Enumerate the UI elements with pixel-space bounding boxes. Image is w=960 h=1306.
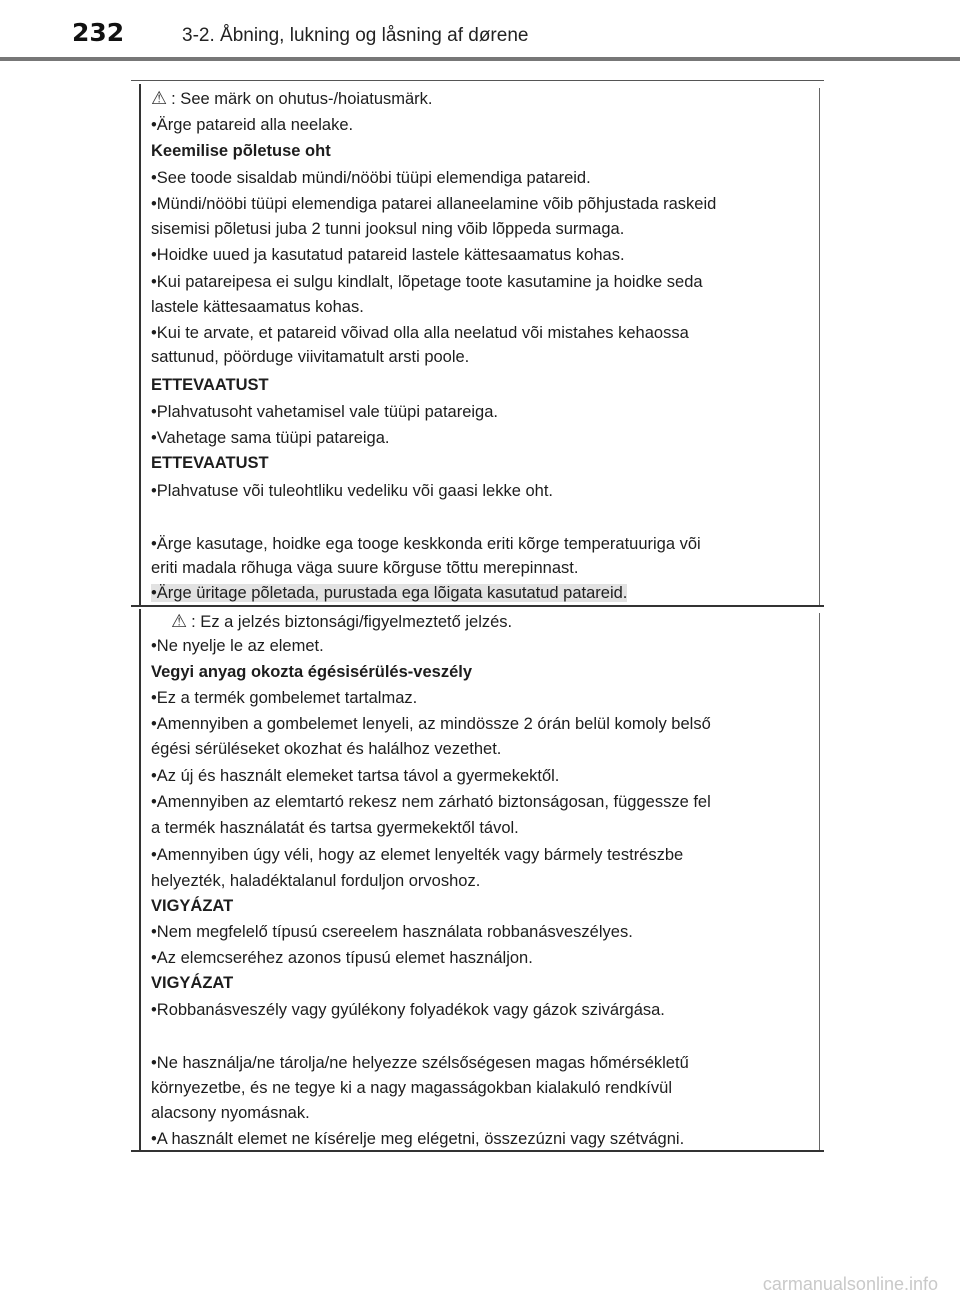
panel-right-border: [819, 613, 820, 1152]
bullet-item: •Ez a termék gombelemet tartalmaz.: [151, 689, 418, 707]
bullet-continuation: környezetbe, és ne tegye ki a nagy magasságokban kialakuló rendkívül: [151, 1079, 672, 1097]
bullet-item: •Vahetage sama tüüpi patareiga.: [151, 429, 390, 447]
warning-symbol-line: ⚠ : See märk on ohutus-/hoiatusmärk.: [151, 88, 433, 108]
bullet-item: •Ne nyelje le az elemet.: [151, 637, 324, 655]
bullet-continuation: sisemisi põletusi juba 2 tunni jooksul ning võib lõppeda surmaga.: [151, 220, 625, 238]
bullet-item: •Az új és használt elemeket tartsa távol a gyermekektől.: [151, 767, 560, 785]
bullet-continuation: lastele kättesaamatus kohas.: [151, 298, 364, 316]
bullet-continuation: égési sérüléseket okozhat és halálhoz vezethet.: [151, 740, 502, 758]
bullet-item: •Nem megfelelő típusú csereelem használata robbanásveszélyes.: [151, 923, 633, 941]
bullet-item: •Ärge patareid alla neelake.: [151, 116, 354, 134]
panel-bottom-border: [131, 1150, 824, 1152]
page-number: 232: [72, 18, 125, 47]
warning-triangle-icon: ⚠: [151, 88, 168, 108]
bullet-item: •Plahvatusoht vahetamisel vale tüüpi patareiga.: [151, 403, 498, 421]
bullet-item: •Mündi/nööbi tüüpi elemendiga patarei allaneelamine võib põhjustada raskeid: [151, 195, 717, 213]
bullet-item: •A használt elemet ne kísérelje meg elégetni, összezúzni vagy szétvágni.: [151, 1130, 685, 1148]
bullet-item: •Kui patareipesa ei sulgu kindlalt, lõpetage toote kasutamine ja hoidke seda: [151, 273, 703, 291]
bullet-item: •Amennyiben az elemtartó rekesz nem zárható biztonságosan, függessze fel: [151, 793, 711, 811]
bullet-item: •Ne használja/ne tárolja/ne helyezze szélsőségesen magas hőmérsékletű: [151, 1054, 689, 1072]
caution-heading: ETTEVAATUST: [151, 376, 269, 394]
warning-symbol-line: ⚠ : Ez a jelzés biztonsági/figyelmeztető jelzés.: [171, 611, 513, 631]
hungarian-warning-panel: [131, 605, 824, 1152]
bullet-item: •Amennyiben úgy véli, hogy az elemet lenyelték vagy bármely testrészbe: [151, 846, 684, 864]
hazard-heading: Keemilise põletuse oht: [151, 142, 331, 160]
bullet-continuation: sattunud, pöörduge viivitamatult arsti poole.: [151, 348, 470, 366]
panel-top-border: [131, 605, 824, 607]
section-title: 3-2. Åbning, lukning og låsning af dørene: [182, 25, 529, 46]
bullet-continuation: eriti madala rõhuga väga suure kõrguse tõttu merepinnast.: [151, 559, 579, 577]
panel-top-border: [131, 80, 824, 81]
estonian-warning-panel: [131, 80, 824, 605]
page-header: [0, 0, 960, 62]
bullet-item: •Amennyiben a gombelemet lenyeli, az mindössze 2 órán belül komoly belső: [151, 715, 711, 733]
bullet-continuation: alacsony nyomásnak.: [151, 1104, 310, 1122]
warning-triangle-icon: ⚠: [171, 611, 188, 631]
bullet-item: •Plahvatuse või tuleohtliku vedeliku või gaasi lekke oht.: [151, 482, 554, 500]
bullet-item: •Ärge kasutage, hoidke ega tooge keskkonda eriti kõrge temperatuuriga või: [151, 535, 701, 553]
panel-right-border: [819, 88, 820, 605]
header-divider: [0, 57, 960, 61]
caution-heading: ETTEVAATUST: [151, 454, 269, 472]
bullet-item: •See toode sisaldab mündi/nööbi tüüpi elemendiga patareid.: [151, 169, 591, 187]
bullet-item: •Ärge üritage põletada, purustada ega lõigata kasutatud patareid.: [151, 584, 628, 602]
bullet-item: •Hoidke uued ja kasutatud patareid lastele kättesaamatus kohas.: [151, 246, 625, 264]
bullet-item: •Az elemcseréhez azonos típusú elemet használjon.: [151, 949, 533, 967]
caution-heading: VIGYÁZAT: [151, 897, 234, 915]
panel-left-border: [139, 84, 141, 605]
bullet-item: •Robbanásveszély vagy gyúlékony folyadékok vagy gázok szivárgása.: [151, 1001, 665, 1019]
bullet-continuation: helyezték, haladéktalanul forduljon orvoshoz.: [151, 872, 481, 890]
panel-left-border: [139, 609, 141, 1152]
bullet-continuation: a termék használatát és tartsa gyermekektől távol.: [151, 819, 519, 837]
caution-heading: VIGYÁZAT: [151, 974, 234, 992]
hazard-heading: Vegyi anyag okozta égésisérülés-veszély: [151, 663, 473, 681]
bullet-item: •Kui te arvate, et patareid võivad olla alla neelatud või mistahes kehaossa: [151, 324, 689, 342]
site-watermark: carmanualsonline.info: [762, 1274, 938, 1294]
